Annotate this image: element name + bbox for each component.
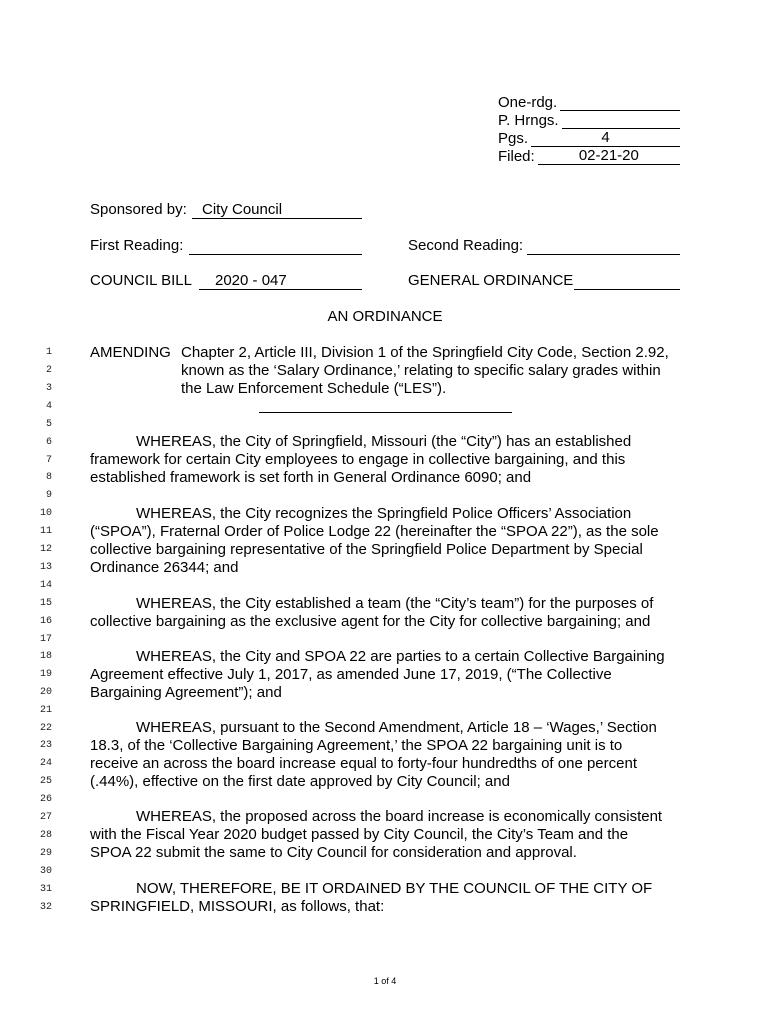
filed-row [498, 147, 680, 165]
body-line: with the Fiscal Year 2020 budget passed by City Council, the City’s Team and the [90, 826, 629, 843]
line-number: 32 [39, 902, 52, 913]
line-number: 13 [39, 562, 52, 573]
p-hrngs-value [562, 111, 680, 129]
body-line: Agreement effective July 1, 2017, as amended June 17, 2019, (“The Collective [90, 666, 612, 683]
line-number: 1 [45, 347, 52, 358]
line-number: 20 [39, 687, 52, 698]
one-rdg-label: One-rdg. [498, 94, 558, 111]
general-ordinance-label: GENERAL ORDINANCE [408, 272, 574, 289]
line-number: 12 [39, 544, 52, 555]
body-line: SPRINGFIELD, MISSOURI, as follows, that: [90, 898, 385, 915]
line-number: 5 [45, 419, 52, 430]
council-bill-label: COUNCIL BILL [90, 272, 192, 289]
line-number: 24 [39, 758, 52, 769]
p-hrngs-label: P. Hrngs. [498, 112, 559, 129]
line-number: 2 [45, 365, 52, 376]
line-number: 23 [39, 740, 52, 751]
pgs-row [498, 129, 680, 147]
second-reading-line [527, 237, 680, 255]
body-line: NOW, THEREFORE, BE IT ORDAINED BY THE COUNCIL OF THE CITY OF [136, 880, 653, 897]
line-number: 27 [39, 812, 52, 823]
amending-label: AMENDING [90, 344, 171, 361]
line-number: 31 [39, 884, 52, 895]
line-number: 17 [39, 634, 52, 645]
line-number: 30 [39, 866, 52, 877]
body-line: WHEREAS, the City and SPOA 22 are parties to a certain Collective Bargaining [136, 648, 665, 665]
body-line: SPOA 22 submit the same to City Council for consideration and approval. [90, 844, 577, 861]
body-line: Ordinance 26344; and [90, 559, 239, 576]
body-line: Bargaining Agreement”); and [90, 684, 282, 701]
line-number: 26 [39, 794, 52, 805]
line-number: 15 [39, 598, 52, 609]
body-line: WHEREAS, the City of Springfield, Missouri (the “City”) has an established [136, 433, 632, 450]
p-hrngs-row [498, 111, 680, 129]
amending-line-3: the Law Enforcement Schedule (“LES”). [181, 380, 447, 397]
line-number: 3 [45, 383, 52, 394]
general-ordinance-line [574, 272, 680, 290]
one-rdg-row [498, 93, 680, 111]
line-number: 8 [45, 472, 52, 483]
line-number: 7 [45, 455, 52, 466]
filed-value: 02-21-20 [538, 147, 680, 165]
line-number: 19 [39, 669, 52, 680]
body-line: WHEREAS, the City established a team (the “City’s team”) for the purposes of [136, 595, 654, 612]
body-line: framework for certain City employees to engage in collective bargaining, and this [90, 451, 626, 468]
council-bill-value: 2020 - 047 [199, 272, 362, 290]
body-line: collective bargaining as the exclusive agent for the City for collective bargaining; and [90, 613, 651, 630]
first-reading-label: First Reading: [90, 237, 184, 254]
sponsored-value: City Council [192, 201, 362, 219]
filing-block [498, 93, 680, 165]
body-line: receive an across the board increase equal to forty-four hundredths of one percent [90, 755, 637, 772]
body-line: (.44%), effective on the first date approved by City Council; and [90, 773, 510, 790]
amending-line-1: Chapter 2, Article III, Division 1 of the Springfield City Code, Section 2.92, [181, 344, 669, 361]
body-line: WHEREAS, the proposed across the board increase is economically consistent [136, 808, 663, 825]
line-number: 9 [45, 490, 52, 501]
body-line: collective bargaining representative of the Springfield Police Department by Special [90, 541, 643, 558]
page-footer: 1 of 4 [373, 976, 397, 986]
one-rdg-value [560, 93, 680, 111]
line-number: 28 [39, 830, 52, 841]
line-number: 22 [39, 723, 52, 734]
line-number: 18 [39, 651, 52, 662]
line-number: 10 [39, 508, 52, 519]
line-number: 21 [39, 705, 52, 716]
body-line: 18.3, of the ‘Collective Bargaining Agreement,’ the SPOA 22 bargaining unit is to [90, 737, 623, 754]
line-number: 11 [39, 526, 52, 537]
body-line: established framework is set forth in General Ordinance 6090; and [90, 469, 532, 486]
sponsored-label: Sponsored by: [90, 201, 187, 218]
filed-label: Filed: [498, 148, 535, 165]
document-title: AN ORDINANCE [327, 308, 443, 325]
pgs-value: 4 [531, 129, 680, 147]
body-line: WHEREAS, the City recognizes the Springfield Police Officers’ Association [136, 505, 632, 522]
line-number: 29 [39, 848, 52, 859]
line-number: 6 [45, 437, 52, 448]
line-number: 14 [39, 580, 52, 591]
line-number: 25 [39, 776, 52, 787]
amending-divider [259, 412, 512, 413]
line-number: 16 [39, 616, 52, 627]
second-reading-label: Second Reading: [408, 237, 524, 254]
body-line: (“SPOA”), Fraternal Order of Police Lodge 22 (hereinafter the “SPOA 22”), as the sole [90, 523, 659, 540]
body-line: WHEREAS, pursuant to the Second Amendment, Article 18 – ‘Wages,’ Section [136, 719, 657, 736]
amending-line-2: known as the ‘Salary Ordinance,’ relating to specific salary grades within [181, 362, 661, 379]
pgs-label: Pgs. [498, 130, 529, 147]
first-reading-line [189, 237, 362, 255]
line-number: 4 [45, 401, 52, 412]
